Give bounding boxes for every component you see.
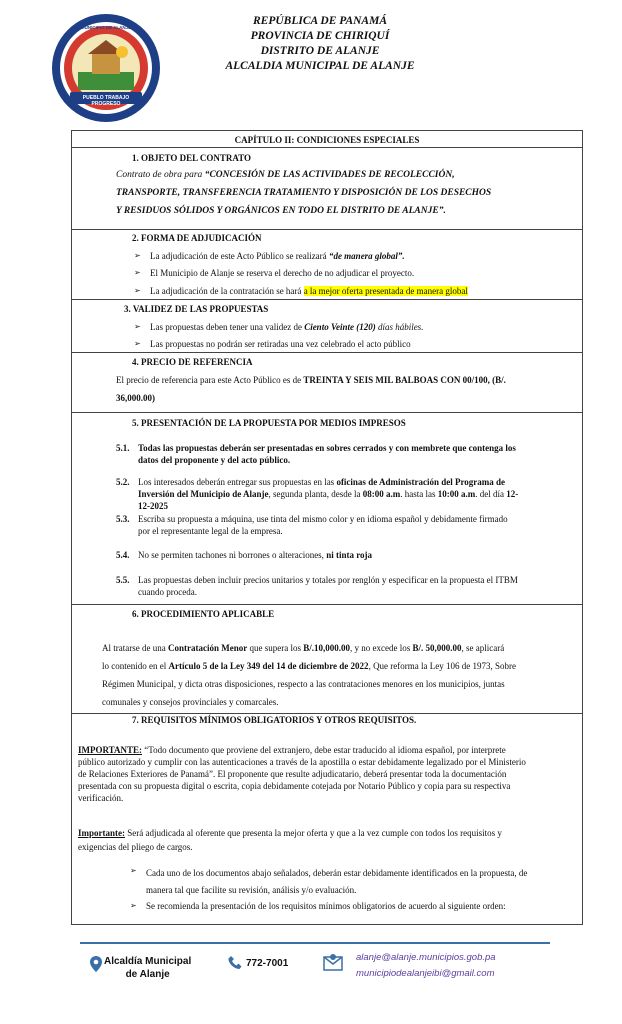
header-line-3: DISTRITO DE ALANJE [260,45,380,57]
section-7-title: 7. REQUISITOS MÍNIMOS OBLIGATORIOS Y OTROS REQUISITOS. [132,715,417,725]
section-4-line-1: El precio de referencia para este Acto Público es de TREINTA Y SEIS MIL BALBOAS CON 00/100, (B/. [116,375,506,385]
arrow-bullet-icon: ➢ [130,866,137,875]
municipality-seal [48,12,164,124]
section-1-line-1: Contrato de obra para “CONCESIÓN DE LAS ACTIVIDADES DE RECOLECCIÓN, [116,170,455,180]
item-5-1-text: Todas las propuestas deberán ser presentadas en sobres cerrados y con membrete que contenga los datos del proponente y del acto público. [138,443,516,465]
chapter-title: CAPÍTULO II: CONDICIONES ESPECIALES [234,135,420,145]
section-7-bullet-1: Cada uno de los documentos abajo señalados, deberán estar debidamente identificados en la propuesta, de manera tal que facilite su revisión, análisis y/o evaluación. [146,868,528,895]
item-5-5-number: 5.5. [116,575,130,585]
item-5-2-number: 5.2. [116,477,130,487]
arrow-bullet-icon: ➢ [130,901,137,910]
email-icon [322,952,344,977]
arrow-bullet-icon: ➢ [134,322,141,331]
footer-phone: 772-7001 [246,958,289,969]
phone-icon [228,955,242,976]
header-line-1: REPÚBLICA DE PANAMÁ [253,15,387,27]
seal-top-text: MUNICIPIO DE ALANJE [80,25,132,30]
section-2-bullet-1: La adjudicación de este Acto Público se realizará “de manera global”. [150,251,405,261]
section-1-title: 1. OBJETO DEL CONTRATO [132,153,252,163]
conditions-table [71,130,583,925]
section-2-bullet-2: El Municipio de Alanje se reserva el derecho de no adjudicar el proyecto. [150,268,415,278]
footer-emails [356,950,496,982]
arrow-bullet-icon: ➢ [134,268,141,277]
header-line-2: PROVINCIA DE CHIRIQUÍ [250,30,390,42]
section-3-title: 3. VALIDEZ DE LAS PROPUESTAS [124,304,269,314]
section-7-bullet-2: Se recomienda la presentación de los requisitos mínimos obligatorios de acuerdo al siguiente orden: [146,901,506,911]
section-2-bullet-3: La adjudicación de la contratación se hará a la mejor oferta presentada de manera global [150,286,468,296]
seal-bottom-text: PUEBLO TRABAJO PROGRESO [82,95,130,107]
section-1-line-3: Y RESIDUOS SÓLIDOS Y ORGÁNICOS EN TODO EL DISTRITO DE ALANJE”. [116,206,446,216]
arrow-bullet-icon: ➢ [134,251,141,260]
section-3-bullet-2: Las propuestas no podrán ser retiradas una vez celebrado el acto público [150,339,411,349]
section-1-line-2: TRANSPORTE, TRANSFERENCIA TRATAMIENTO Y DISPOSICIÓN DE LOS DESECHOS [116,188,492,198]
section-2-title: 2. FORMA DE ADJUDICACIÓN [132,233,262,243]
item-5-4-text: No se permiten tachones ni borrones o alteraciones, ni tinta roja [138,550,373,560]
footer-address: Alcaldía Municipal de Alanje [104,956,192,980]
section-4-title: 4. PRECIO DE REFERENCIA [132,357,253,367]
item-5-5-text: Las propuestas deben incluir precios unitarios y totales por renglón y especificar en la propuesta el ITBM cuando proceda. [138,575,518,597]
section-3-bullet-1: Las propuestas deben tener una validez de Ciento Veinte (120) días hábiles. [150,322,424,332]
footer-email-1[interactable]: alanje@alanje.municipios.gob.pa [356,952,496,963]
section-4-line-2: 36,000.00) [116,393,155,403]
location-pin-icon [90,956,102,977]
header-line-4: ALCALDIA MUNICIPAL DE ALANJE [225,60,415,72]
section-6-title: 6. PROCEDIMIENTO APLICABLE [132,609,275,619]
item-5-3-text: Escriba su propuesta a máquina, use tinta del mismo color y en idioma español y debidamente firmado por el representante legal de la empresa. [138,514,508,536]
section-7-important-2: Importante: Será adjudicada al oferente que presenta la mejor oferta y que a la vez cumple con todos los requisitos y exigencias del pliego de cargos. [78,828,502,852]
section-5-title: 5. PRESENTACIÓN DE LA PROPUESTA POR MEDIOS IMPRESOS [132,418,406,428]
item-5-3-number: 5.3. [116,514,130,524]
section-7-important-1: IMPORTANTE: “Todo documento que proviene del extranjero, debe estar traducido al idioma español, por interprete público autorizado y cumplir con las autenticaciones a través de la apostilla o estar debidamente legalizado por el Ministerio de Relaciones Exteriores de Panamá”. El proponente que resulte adjudicatario, deberá presentar toda la documentación presentada con su propuesta digital o escrita, copia debidamente cotejada por Notario Público y copia para su respectiva verificación. [78,745,526,803]
page-footer [0,930,622,1024]
item-5-4-number: 5.4. [116,550,130,560]
footer-email-2[interactable]: municipiodealanjeibi@gmail.com [356,968,495,979]
footer-rule [80,942,550,944]
section-6-paragraph: Al tratarse de una Contratación Menor que supera los B/.10,000.00, y no excede los B/. 50,000.00, se aplicará lo contenido en el Artículo 5 de la Ley 349 del 14 de diciembre de 2022, Que reforma la Ley 106 de 1973, Sobre Régimen Municipal, y dicta otras disposiciones, respecto a las contrataciones menores en los municipios, juntas comunales y consejos provinciales y comarcales. [102,643,517,707]
item-5-1-number: 5.1. [116,443,130,453]
document-header [175,14,465,74]
arrow-bullet-icon: ➢ [134,339,141,348]
arrow-bullet-icon: ➢ [134,286,141,295]
item-5-2-text: Los interesados deberán entregar sus propuestas en las oficinas de Administración del Programa de Inversión del Municipio de Alanje, segunda planta, desde la 08:00 a.m. hasta las 10:00 a.m. del día 12- 12-2025 [138,477,519,511]
